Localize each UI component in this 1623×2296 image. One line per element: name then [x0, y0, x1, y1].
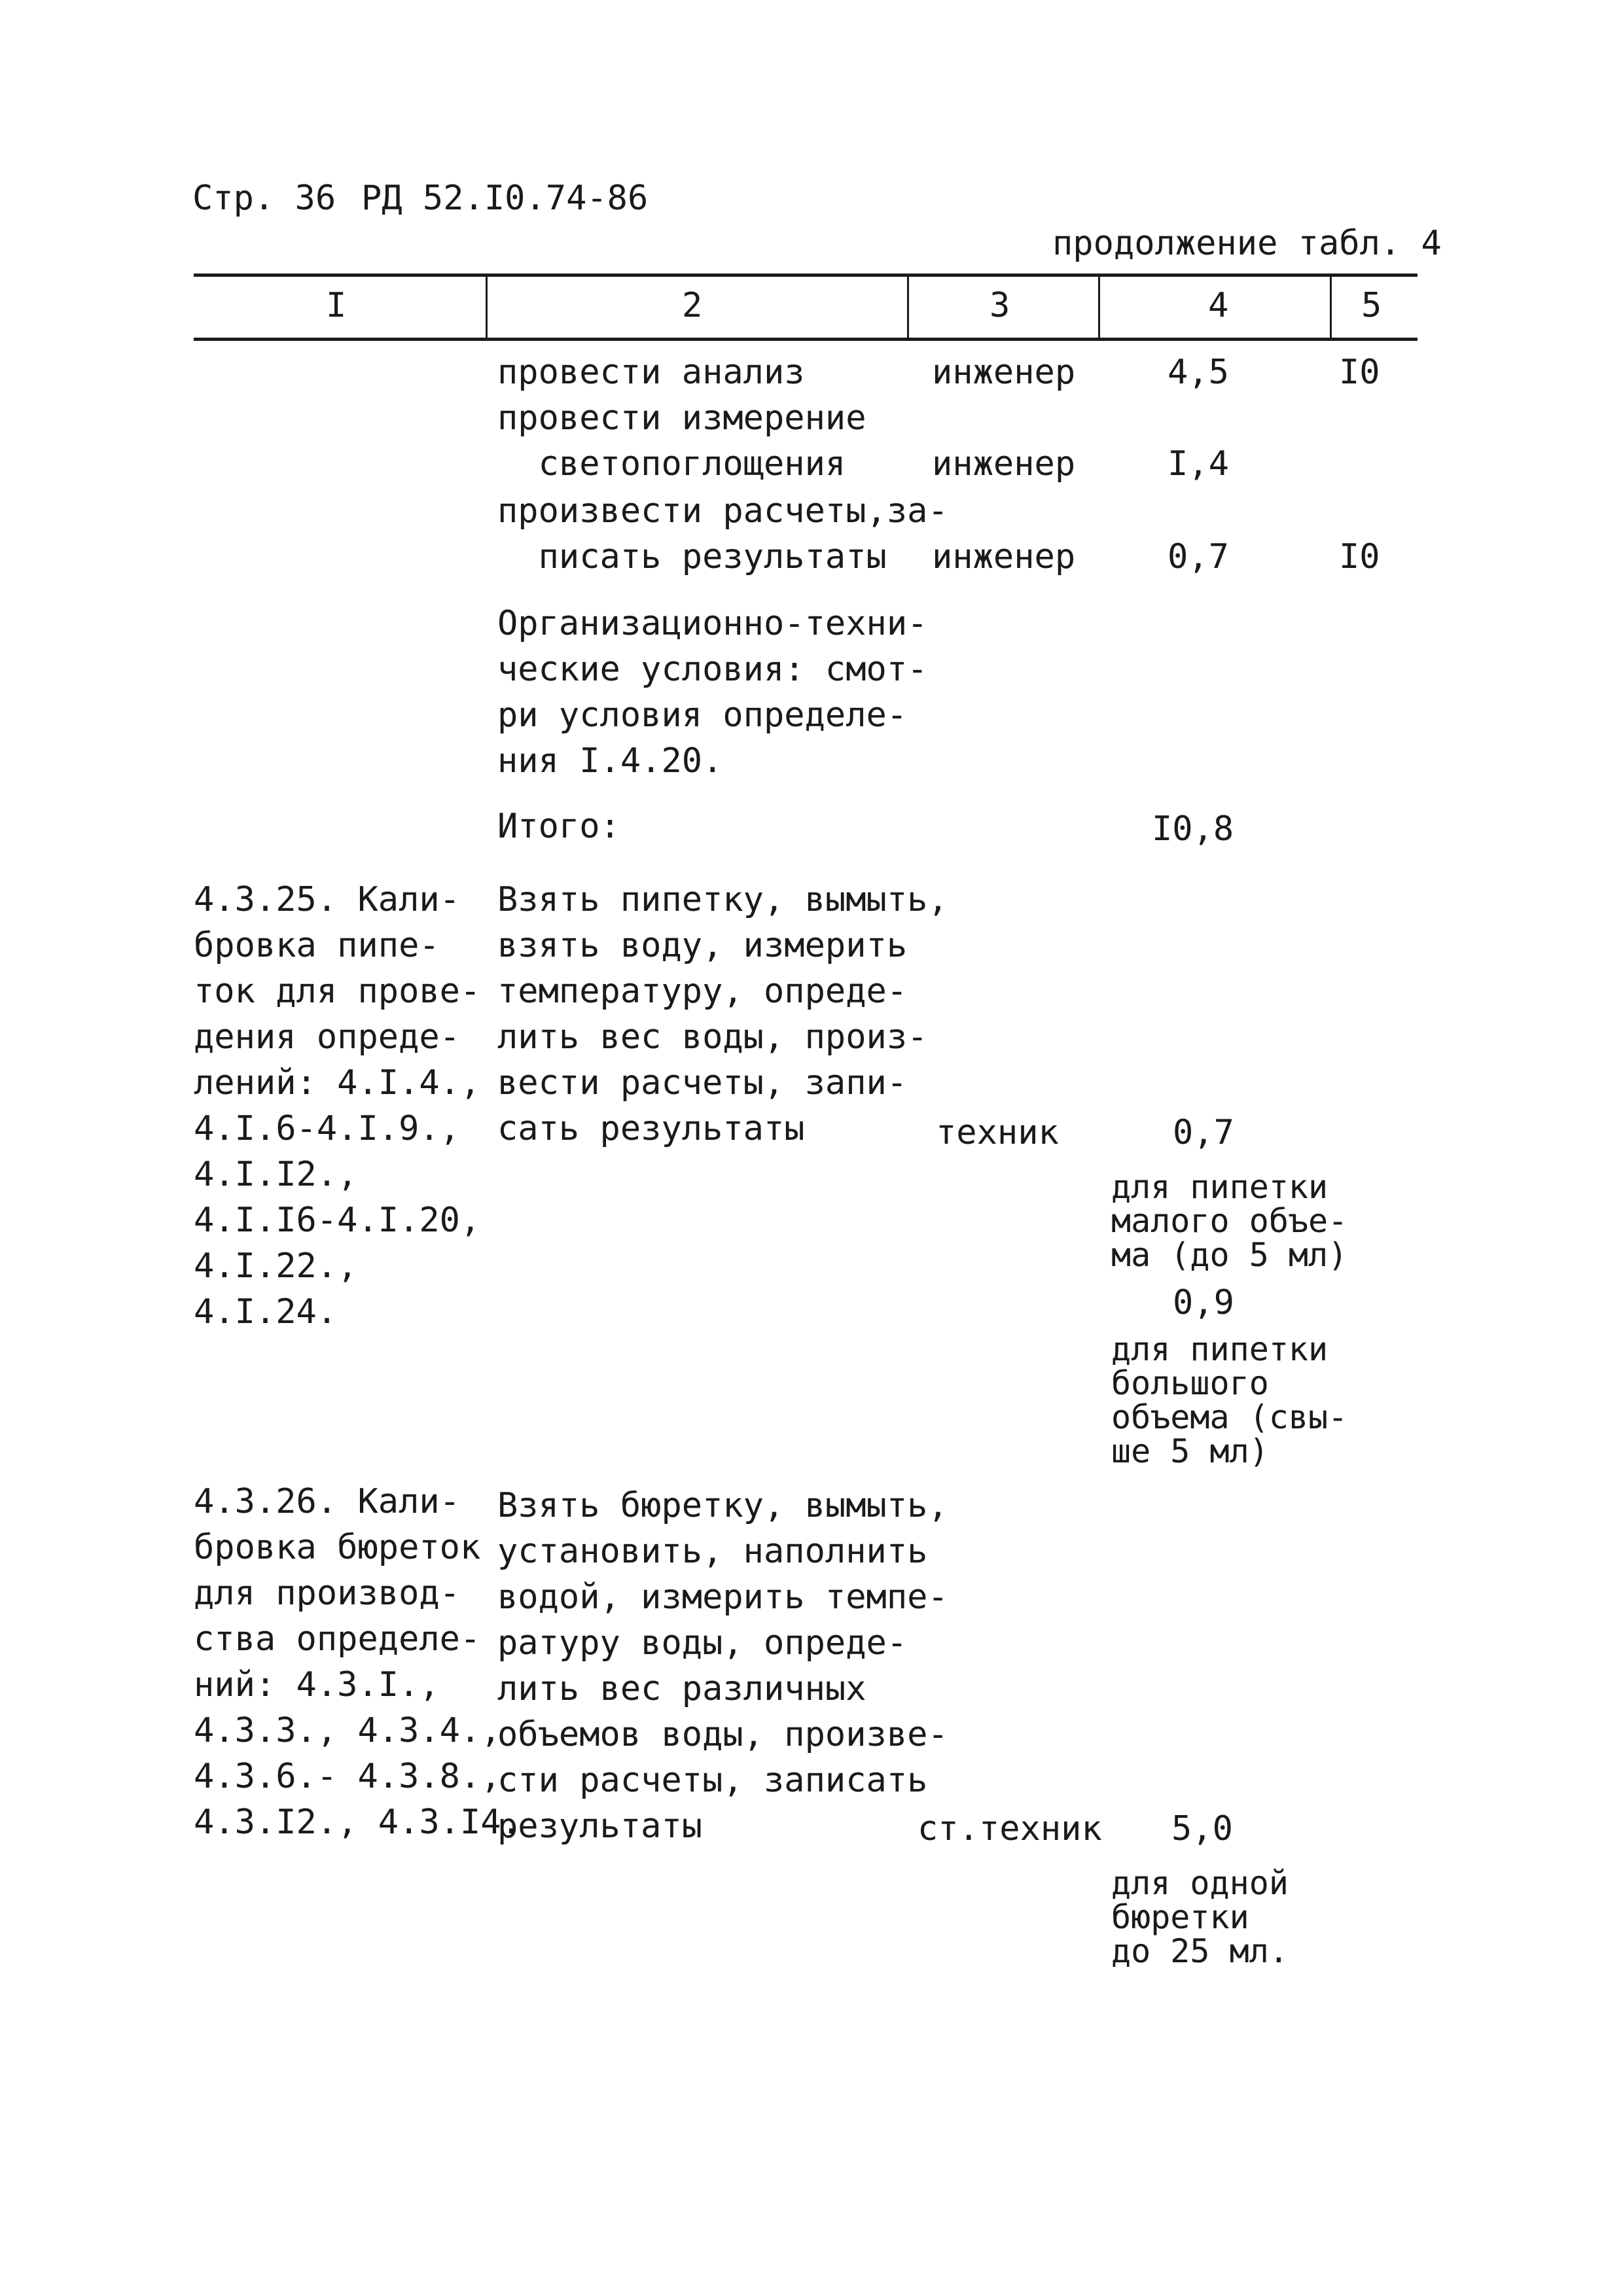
time-norm-cell: 0,7	[1168, 537, 1229, 576]
conditions-line: ческие условия: смот-	[497, 650, 928, 689]
operation-line: лить вес воды, произ-	[497, 1017, 928, 1057]
operation-line: водой, измерить темпе-	[497, 1578, 948, 1617]
operation-line: провести анализ	[497, 353, 805, 392]
table-top-rule	[194, 274, 1418, 277]
item-title-line: 4.I.6-4.I.9.,	[194, 1109, 460, 1148]
operation-line: Взять бюретку, вымыть,	[497, 1486, 948, 1525]
operation-line: температуру, опреде-	[497, 972, 908, 1011]
column-header-1: I	[326, 286, 347, 325]
item-title-line: 4.I.24.	[194, 1292, 338, 1332]
performer-cell: техник	[936, 1113, 1059, 1152]
item-title-line: 4.3.I2., 4.3.I4.	[194, 1803, 522, 1842]
time-norm-note: большого	[1111, 1364, 1269, 1402]
operation-line: Взять пипетку, вымыть,	[497, 880, 948, 919]
conditions-line: Организационно-техни-	[497, 604, 928, 643]
item-title-line: 4.3.26. Кали-	[194, 1482, 460, 1521]
operation-line: ратуру воды, опреде-	[497, 1623, 908, 1663]
item-title-line: 4.3.6.- 4.3.8.,	[194, 1757, 501, 1796]
column-separator	[1330, 275, 1332, 340]
operation-line: произвести расчеты,за-	[497, 491, 948, 531]
item-title-line: для производ-	[194, 1574, 460, 1613]
item-title-line: лений: 4.I.4.,	[194, 1063, 481, 1103]
time-norm-note: объема (свы-	[1111, 1398, 1348, 1436]
column-header-5: 5	[1361, 286, 1382, 325]
time-norm-note: бюретки	[1111, 1898, 1249, 1936]
item-title-line: 4.I.I2.,	[194, 1155, 358, 1194]
operation-line: результаты	[497, 1807, 703, 1846]
column-separator	[907, 275, 909, 340]
time-norm-note: ше 5 мл)	[1111, 1432, 1269, 1470]
total-label: Итого:	[497, 807, 620, 846]
column-header-3: 3	[990, 286, 1010, 325]
item-title-line: ток для прове-	[194, 972, 481, 1011]
operation-line: светопоглощения	[497, 444, 846, 484]
time-norm-cell: 0,9	[1173, 1283, 1234, 1322]
page-number: Стр. 36	[192, 179, 336, 218]
time-norm-cell: 5,0	[1171, 1809, 1233, 1848]
performer-cell: ст.техник	[918, 1809, 1102, 1848]
time-norm-note: для пипетки	[1111, 1330, 1329, 1368]
time-norm-note: для пипетки	[1111, 1168, 1329, 1206]
operation-line: писать результаты	[497, 537, 887, 576]
performer-cell: инженер	[932, 537, 1076, 576]
table-continuation-label: продолжение табл. 4	[1052, 224, 1442, 263]
quantity-cell: I0	[1339, 537, 1380, 576]
operation-line: взять воду, измерить	[497, 926, 908, 965]
performer-cell: инженер	[932, 444, 1076, 484]
item-title-line: дения опреде-	[194, 1017, 460, 1057]
item-title-line: 4.3.3., 4.3.4.,	[194, 1711, 501, 1750]
time-norm-note: ма (до 5 мл)	[1111, 1236, 1348, 1274]
conditions-line: ния I.4.20.	[497, 741, 723, 781]
item-title-line: ства определе-	[194, 1619, 481, 1659]
time-norm-note: до 25 мл.	[1111, 1932, 1289, 1970]
column-separator	[1098, 275, 1100, 340]
time-norm-note: малого объе-	[1111, 1202, 1348, 1240]
document-code: РД 52.I0.74-86	[361, 179, 649, 218]
quantity-cell: I0	[1339, 353, 1380, 392]
item-title-line: 4.I.I6-4.I.20,	[194, 1201, 481, 1240]
operation-line: лить вес различных	[497, 1669, 866, 1708]
item-title-line: бровка бюреток	[194, 1528, 481, 1567]
performer-cell: инженер	[932, 353, 1076, 392]
operation-line: объемов воды, произве-	[497, 1715, 948, 1754]
time-norm-cell: 0,7	[1173, 1113, 1234, 1152]
table-header-rule	[194, 338, 1418, 341]
item-title-line: бровка пипе-	[194, 926, 440, 965]
operation-line: установить, наполнить	[497, 1532, 928, 1571]
time-norm-cell: I,4	[1168, 444, 1229, 484]
conditions-line: ри условия определе-	[497, 696, 908, 735]
operation-line: вести расчеты, запи-	[497, 1063, 908, 1103]
operation-line: сти расчеты, записать	[497, 1761, 928, 1800]
item-title-line: 4.I.22.,	[194, 1246, 358, 1286]
column-header-4: 4	[1208, 286, 1229, 325]
time-norm-cell: 4,5	[1168, 353, 1229, 392]
operation-line: провести измерение	[497, 398, 866, 438]
item-title-line: 4.3.25. Кали-	[194, 880, 460, 919]
column-separator	[486, 275, 488, 340]
item-title-line: ний: 4.3.I.,	[194, 1665, 440, 1704]
column-header-2: 2	[682, 286, 703, 325]
total-value: I0,8	[1152, 809, 1234, 849]
time-norm-note: для одной	[1111, 1864, 1289, 1902]
operation-line: сать результаты	[497, 1109, 805, 1148]
